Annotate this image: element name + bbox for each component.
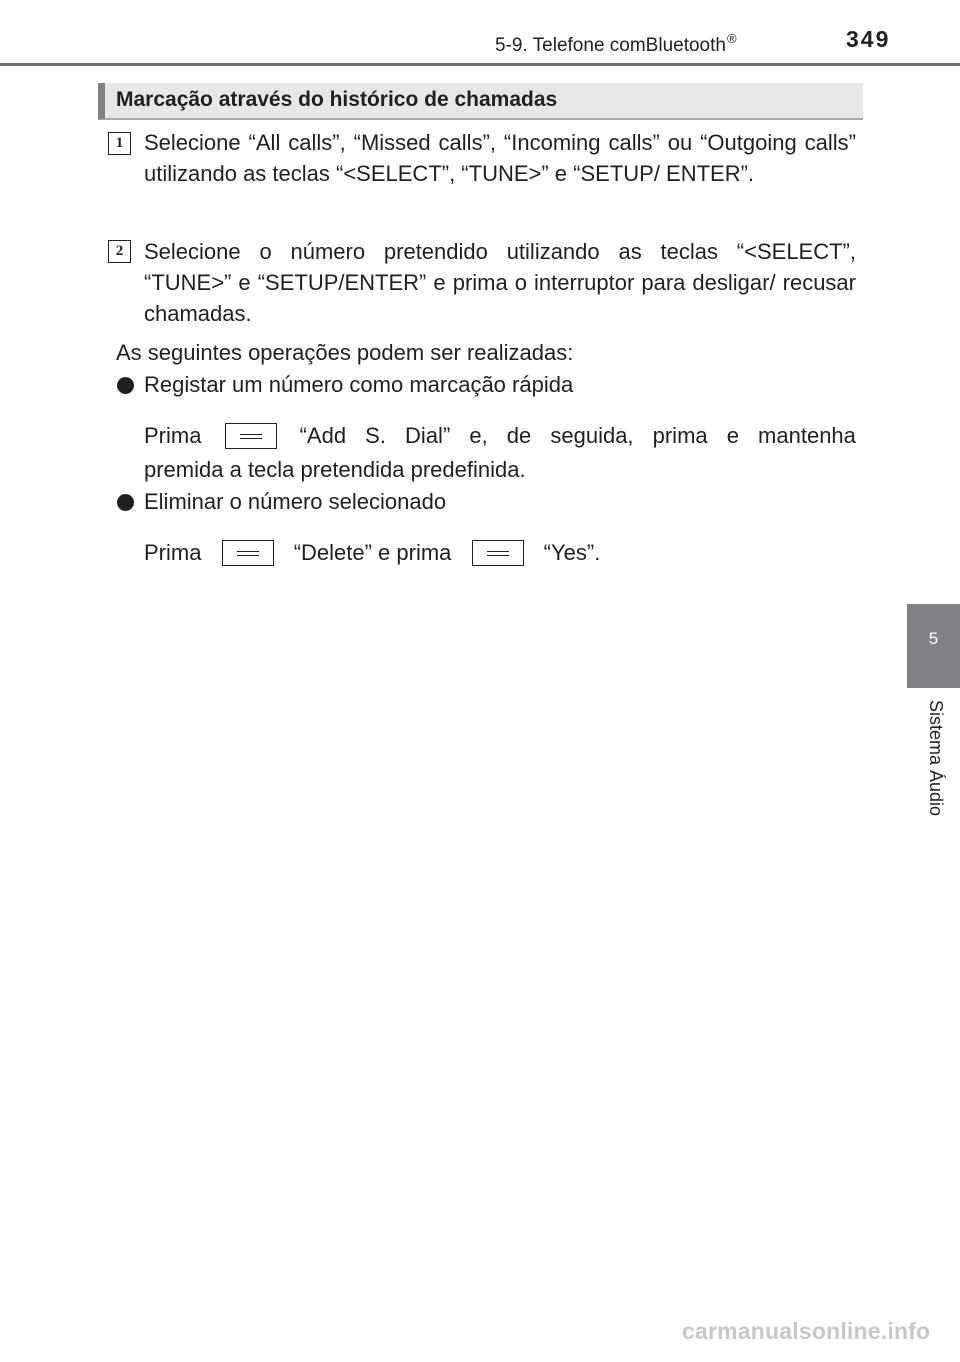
word: Prima — [144, 423, 202, 448]
section-header — [495, 31, 737, 57]
section-header-text: 5-9. Telefone comBluetooth — [495, 35, 726, 56]
operations-intro: As seguintes operações podem ser realizadas: — [116, 340, 574, 365]
chapter-tab: 5 — [907, 604, 960, 688]
watermark: carmanualsonline.info — [682, 1318, 931, 1344]
bullet-2-icon — [117, 494, 134, 511]
word: S. — [365, 423, 386, 448]
word: Dial” — [405, 423, 451, 448]
word: de — [506, 423, 532, 448]
section-title-bar — [98, 83, 863, 120]
operation-1-title: Registar um número como marcação rápida — [144, 372, 574, 397]
registered-trademark-symbol: ® — [726, 31, 737, 46]
word: e — [726, 423, 739, 448]
section-title: Marcação através do histórico de chamadas — [116, 88, 558, 111]
soft-key-icon — [225, 423, 277, 449]
operation-1-line-2: premida a tecla pretendida predefinida. — [144, 457, 526, 482]
step-1-text: Selecione “All calls”, “Missed calls”, “Incoming calls” ou “Outgoing calls” utilizando as teclas “<SELECT”, “TUNE>” e “SETUP/ ENTER”. — [144, 130, 856, 186]
chapter-label: Sistema Áudio — [926, 700, 946, 817]
operation-1-line-1 — [144, 420, 856, 451]
soft-key-icon — [222, 540, 274, 566]
soft-key-icon — [472, 540, 524, 566]
word: seguida, — [550, 423, 634, 448]
word: “Add — [299, 423, 347, 448]
word: e, — [469, 423, 488, 448]
word: “Yes”. — [543, 540, 601, 565]
word: “Delete” e prima — [293, 540, 452, 565]
operation-1-instruction — [144, 420, 856, 451]
operation-2-instruction — [144, 537, 600, 568]
word: Prima — [144, 540, 202, 565]
operation-2-title: Eliminar o número selecionado — [144, 489, 447, 514]
word: mantenha — [758, 423, 856, 448]
step-2-text: Selecione o número pretendido utilizando as teclas “<SELECT”, “TUNE>” e “SETUP/ENTER” e prima o interruptor para desligar/ recusar chamadas. — [144, 239, 856, 326]
page-number: 349 — [846, 26, 891, 52]
bullet-1-icon — [117, 377, 134, 394]
step-2-number-icon: 2 — [108, 240, 131, 263]
header-divider — [0, 63, 960, 66]
word: prima — [652, 423, 708, 448]
step-1-number-icon: 1 — [108, 132, 131, 155]
